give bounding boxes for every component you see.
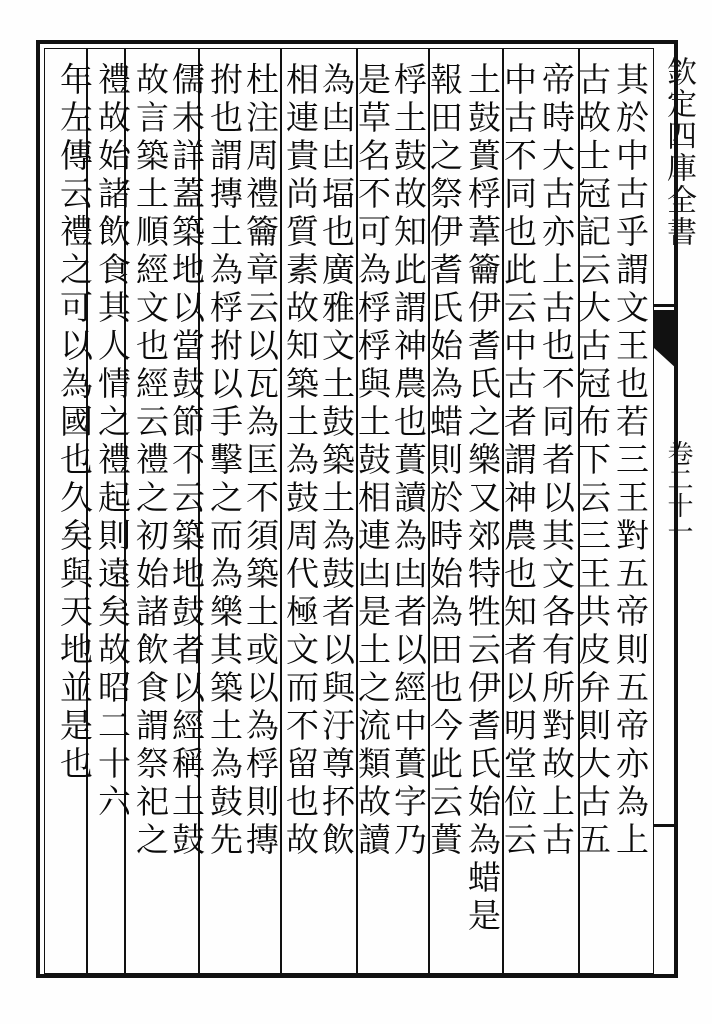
text-column-15: 禮故始諸飲食其人情之禮起則遠矣故昭二十六 (93, 62, 132, 822)
text-column-9: 為凷凷堛也廣雅文土鼓築土為鼓者以與汙尊抔飲 (317, 62, 356, 860)
text-column-12: 拊也謂摶土為桴拊以手擊之而為樂其築土為鼓先 (205, 62, 244, 860)
text-column-10: 相連貴尚質素故知築土為鼓周代極文而不留也故 (281, 62, 320, 860)
text-column-8: 是草名不可為桴桴與土鼓相連凷是土之流類故讀 (353, 62, 392, 860)
text-column-14: 故言築土順經文也經云禮之初始諸飲食謂祭祀之 (131, 62, 170, 860)
text-column-5: 土鼓蕢桴葦籥伊耆氏之樂又郊特牲云伊耆氏始為蜡是 (463, 62, 502, 936)
margin-rule (654, 824, 678, 827)
text-column-13: 儒未詳蓋築地以當鼓節不云築地鼓者以經稱土鼓 (167, 62, 206, 860)
text-column-6: 報田之祭伊耆氏始為蜡則於時始為田也今此云蕢 (425, 62, 464, 860)
text-column-7: 桴土鼓故知此謂神農也蕢讀為凷者以經中蕢字乃 (389, 62, 428, 860)
text-column-16: 年左傳云禮之可以為國也久矣與天地並是也 (55, 62, 94, 784)
text-column-1: 其於中古乎謂文王也若三王對五帝則五帝亦為上 (611, 62, 650, 860)
text-column-3: 帝時大古亦上古也不同者以其文各有所對故上古 (537, 62, 576, 860)
text-column-4: 中古不同也此云中古者謂神農也知者以明堂位云 (499, 62, 538, 860)
volume-label: 卷二十一 (663, 440, 693, 544)
text-column-11: 杜注周禮籥章云以瓦為匡不須築土或以為桴則摶 (241, 62, 280, 860)
fishtail-mark-icon (654, 310, 678, 370)
text-column-2: 古故士冠記云大古冠布下云三王共皮弁則大古五 (573, 62, 612, 860)
book-title: 欽定四庫全書 (661, 56, 696, 248)
margin-rule (654, 304, 678, 307)
